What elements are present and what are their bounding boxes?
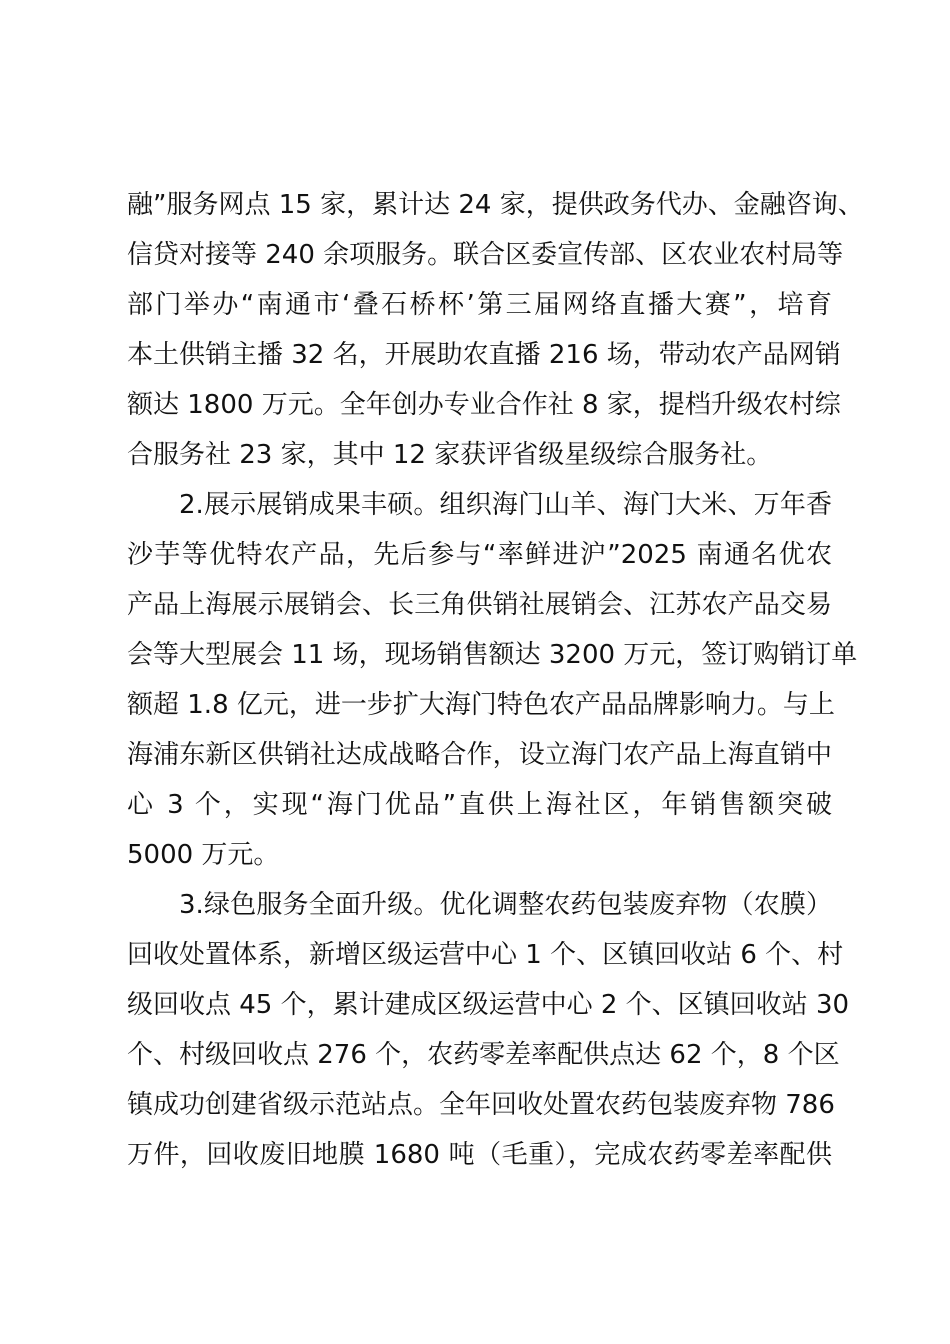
text-line: 5000 万元。 xyxy=(127,840,280,870)
text-line: 级回收点 45 个，累计建成区级运营中心 2 个、区镇回收站 30 xyxy=(127,990,850,1020)
text-line: 万件，回收废旧地膜 1680 吨（毛重），完成农药零差率配供 xyxy=(127,1140,832,1170)
text-line: 本土供销主播 32 名，开展助农直播 216 场，带动农产品网销 xyxy=(127,340,841,370)
text-line: 额超 1.8 亿元，进一步扩大海门特色农产品品牌影响力。与上 xyxy=(127,690,835,720)
text-line: 镇成功创建省级示范站点。全年回收处置农药包装废弃物 786 xyxy=(127,1090,835,1120)
paragraph-service-network xyxy=(127,180,864,480)
text-line: 会等大型展会 11 场，现场销售额达 3200 万元，签订购销订单 xyxy=(127,640,858,670)
paragraph-green-services xyxy=(127,880,850,1180)
text-line: 融”服务网点 15 家，累计达 24 家，提供政务代办、金融咨询、 xyxy=(127,190,864,220)
text-line: 部门举办“南通市‘叠石桥杯’第三届网络直播大赛”，培育 xyxy=(127,290,832,320)
text-line: 额达 1800 万元。全年创办专业合作社 8 家，提档升级农村综 xyxy=(127,390,841,420)
paragraph-heading-line: 2.展示展销成果丰硕。组织海门山羊、海门大米、万年香 xyxy=(179,490,832,520)
text-line: 信贷对接等 240 余项服务。联合区委宣传部、区农业农村局等 xyxy=(127,240,844,270)
text-line: 沙芋等优特农产品，先后参与“率鲜进沪”2025 南通名优农 xyxy=(127,540,832,570)
paragraph-exhibition-sales xyxy=(127,480,858,880)
text-line: 产品上海展示展销会、长三角供销社展销会、江苏农产品交易 xyxy=(127,590,832,620)
paragraph-heading-line: 3.绿色服务全面升级。优化调整农药包装废弃物（农膜） xyxy=(179,890,832,920)
text-line: 海浦东新区供销社达成战略合作，设立海门农产品上海直销中 xyxy=(127,740,832,770)
text-line: 心 3 个，实现“海门优品”直供上海社区，年销售额突破 xyxy=(127,790,832,820)
document-page xyxy=(127,180,864,1180)
text-line: 个、村级回收点 276 个，农药零差率配供点达 62 个，8 个区 xyxy=(127,1040,840,1070)
text-line: 合服务社 23 家，其中 12 家获评省级星级综合服务社。 xyxy=(127,440,773,470)
text-line: 回收处置体系，新增区级运营中心 1 个、区镇回收站 6 个、村 xyxy=(127,940,844,970)
